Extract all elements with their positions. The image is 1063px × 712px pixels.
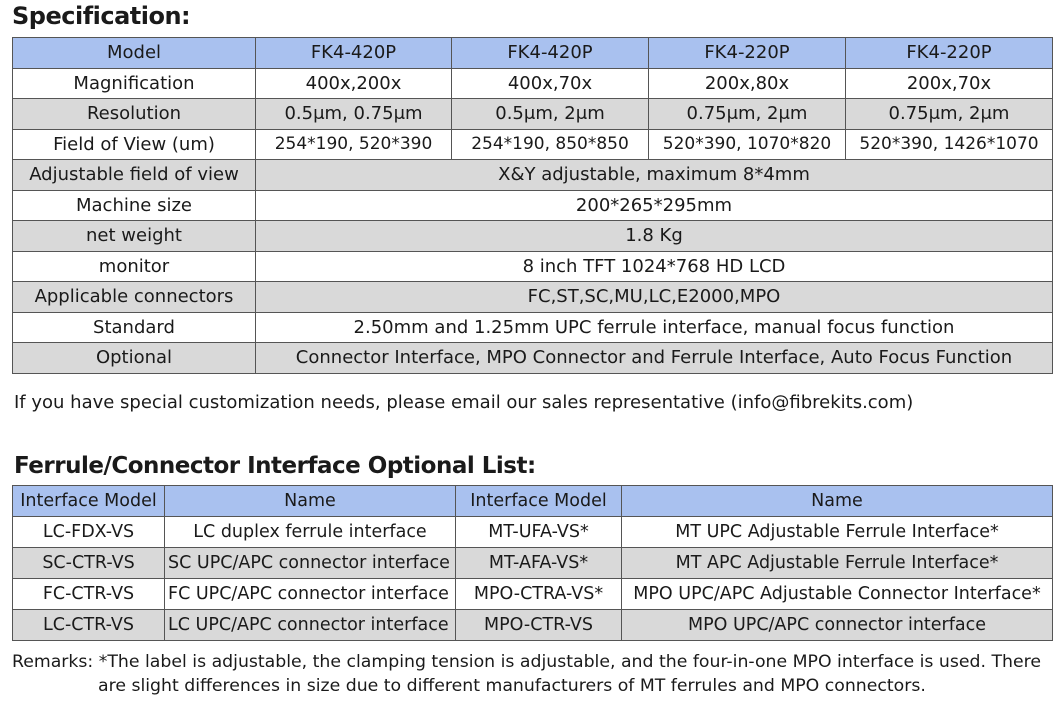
list-cell: MT-AFA-VS* [456,548,622,579]
spec-row-label: Field of View (um) [13,129,256,160]
table-row [13,517,1053,548]
list-header-cell: Interface Model [13,486,165,517]
spec-header-cell: FK4-220P [649,38,846,69]
spec-row-machine-size [13,190,1053,221]
optional-list-title: Ferrule/Connector Interface Optional List: [14,453,536,479]
spec-span-cell: Connector Interface, MPO Connector and Ferrule Interface, Auto Focus Function [256,343,1053,374]
spec-row-field-of-view [13,129,1053,160]
spec-row-label: monitor [13,251,256,282]
list-cell: SC-CTR-VS [13,548,165,579]
table-row [13,548,1053,579]
list-cell: MPO UPC/APC Adjustable Connector Interface* [622,579,1053,610]
spec-cell: 0.75μm, 2μm [649,99,846,130]
spec-cell: 520*390, 1070*820 [649,129,846,160]
spec-cell: 520*390, 1426*1070 [846,129,1053,160]
spec-row-applicable-connectors [13,282,1053,313]
specification-table [12,37,1053,374]
spec-row-magnification [13,68,1053,99]
spec-header-cell: Model [13,38,256,69]
list-header-cell: Name [165,486,456,517]
spec-row-label: Optional [13,343,256,374]
spec-span-cell: 2.50mm and 1.25mm UPC ferrule interface, manual focus function [256,312,1053,343]
spec-row-adjustable-fov [13,160,1053,191]
customization-note: If you have special customization needs, please email our sales representative (info@fibrekits.com) [14,392,914,413]
list-cell: MT UPC Adjustable Ferrule Interface* [622,517,1053,548]
specification-title: Specification: [12,2,191,30]
spec-row-label: Magnification [13,68,256,99]
spec-row-label: Resolution [13,99,256,130]
list-header-cell: Name [622,486,1053,517]
spec-cell: 0.5μm, 0.75μm [256,99,452,130]
spec-cell: 254*190, 520*390 [256,129,452,160]
list-cell: SC UPC/APC connector interface [165,548,456,579]
spec-cell: 0.5μm, 2μm [452,99,649,130]
spec-header-cell: FK4-420P [452,38,649,69]
table-row [13,610,1053,641]
spec-row-resolution [13,99,1053,130]
spec-span-cell: 1.8 Kg [256,221,1053,252]
spec-header-cell: FK4-420P [256,38,452,69]
list-cell: MPO-CTR-VS [456,610,622,641]
spec-span-cell: FC,ST,SC,MU,LC,E2000,MPO [256,282,1053,313]
list-cell: LC duplex ferrule interface [165,517,456,548]
spec-cell: 0.75μm, 2μm [846,99,1053,130]
list-header-cell: Interface Model [456,486,622,517]
list-cell: MPO-CTRA-VS* [456,579,622,610]
list-cell: FC UPC/APC connector interface [165,579,456,610]
spec-cell: 254*190, 850*850 [452,129,649,160]
list-header-row [13,486,1053,517]
list-cell: MT APC Adjustable Ferrule Interface* [622,548,1053,579]
spec-row-optional [13,343,1053,374]
spec-span-cell: X&Y adjustable, maximum 8*4mm [256,160,1053,191]
spec-cell: 200x,80x [649,68,846,99]
spec-row-standard [13,312,1053,343]
spec-cell: 400x,70x [452,68,649,99]
remarks [12,650,1041,698]
spec-span-cell: 200*265*295mm [256,190,1053,221]
remarks-line-1: Remarks: *The label is adjustable, the clamping tension is adjustable, and the four-in-one MPO interface is used. There [12,652,1041,672]
list-cell: MPO UPC/APC connector interface [622,610,1053,641]
list-cell: FC-CTR-VS [13,579,165,610]
list-cell: LC-CTR-VS [13,610,165,641]
optional-list-table [12,485,1053,641]
list-cell: LC-FDX-VS [13,517,165,548]
spec-row-label: Machine size [13,190,256,221]
spec-row-label: Standard [13,312,256,343]
spec-row-label: Applicable connectors [13,282,256,313]
spec-row-monitor [13,251,1053,282]
spec-cell: 400x,200x [256,68,452,99]
spec-span-cell: 8 inch TFT 1024*768 HD LCD [256,251,1053,282]
spec-header-cell: FK4-220P [846,38,1053,69]
remarks-line-2: are slight differences in size due to different manufacturers of MT ferrules and MPO connectors. [98,676,926,696]
spec-row-label: net weight [13,221,256,252]
spec-header-row [13,38,1053,69]
spec-row-label: Adjustable field of view [13,160,256,191]
table-row [13,579,1053,610]
spec-row-net-weight [13,221,1053,252]
list-cell: MT-UFA-VS* [456,517,622,548]
list-cell: LC UPC/APC connector interface [165,610,456,641]
spec-cell: 200x,70x [846,68,1053,99]
